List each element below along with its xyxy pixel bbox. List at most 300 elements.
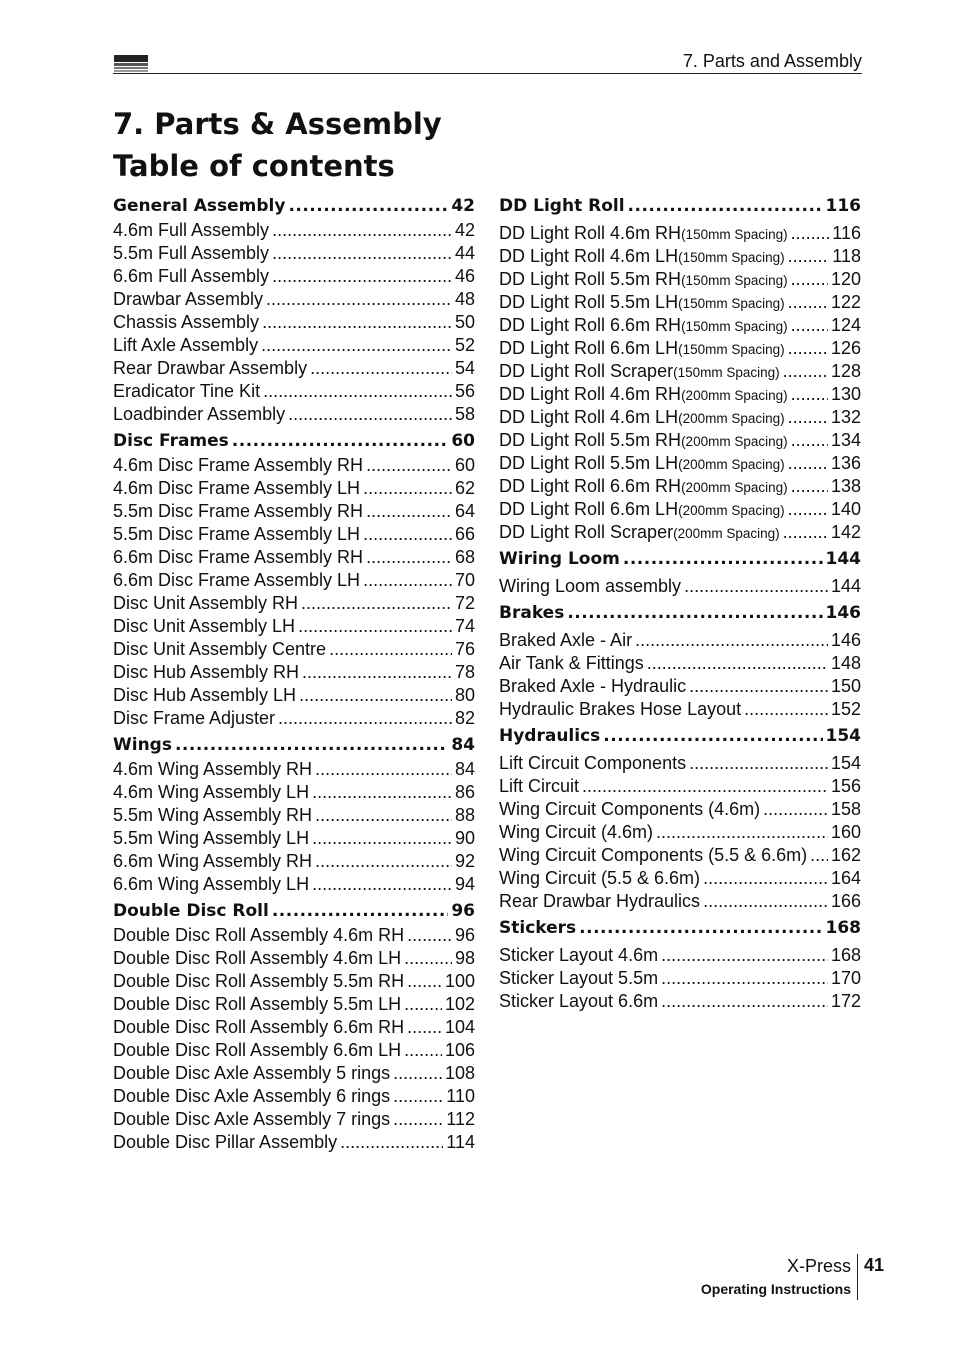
toc-entry[interactable] <box>499 891 861 914</box>
toc-page-number: 130 <box>830 384 861 404</box>
leader-dots <box>661 968 828 989</box>
leader-dots <box>791 476 828 497</box>
leader-dots <box>175 735 448 755</box>
toc-entry-label: Lift Circuit Components <box>499 753 687 773</box>
toc-column-right <box>499 196 861 1014</box>
leader-dots <box>404 948 452 969</box>
leader-dots <box>278 708 452 729</box>
leader-dots <box>791 269 828 290</box>
toc-entry[interactable] <box>113 851 475 874</box>
toc-section-heading[interactable] <box>113 431 475 455</box>
toc-entry[interactable] <box>113 266 475 289</box>
toc-page-number: 56 <box>454 381 475 401</box>
toc-entry-label: 6.6m Disc Frame Assembly LH <box>113 570 361 590</box>
leader-dots <box>363 524 452 545</box>
toc-entry-label: 5.5m Wing Assembly RH <box>113 805 313 825</box>
toc-entry[interactable] <box>499 522 861 545</box>
leader-dots <box>404 994 442 1015</box>
toc-entry[interactable] <box>499 630 861 653</box>
toc-entry[interactable] <box>499 799 861 822</box>
toc-entry[interactable] <box>499 945 861 968</box>
toc-entry[interactable] <box>499 868 861 891</box>
toc-entry-label: 5.5m Wing Assembly LH <box>113 828 310 848</box>
toc-section-heading[interactable] <box>499 603 861 627</box>
leader-dots <box>366 501 452 522</box>
toc-entry-label: Wing Circuit Components (5.5 & 6.6m) <box>499 845 808 865</box>
toc-entry-label: DD Light Roll 4.6m LH <box>499 246 679 266</box>
toc-entry-label: DD Light Roll Scraper <box>499 361 674 381</box>
toc-entry[interactable] <box>113 616 475 639</box>
toc-entry[interactable] <box>499 338 861 361</box>
leader-dots <box>656 822 828 843</box>
toc-entry-note: (150mm Spacing) <box>678 342 785 357</box>
toc-entry-label: Chassis Assembly <box>113 312 260 332</box>
toc-entry-label: 5.5m Disc Frame Assembly LH <box>113 524 361 544</box>
toc-entry[interactable] <box>113 759 475 782</box>
toc-entry[interactable] <box>499 292 861 315</box>
toc-page-number: 122 <box>830 292 861 312</box>
toc-entry[interactable] <box>113 1040 475 1063</box>
toc-page-number: 58 <box>454 404 475 424</box>
toc-entry[interactable] <box>113 547 475 570</box>
toc-entry[interactable] <box>113 593 475 616</box>
leader-dots <box>315 759 452 780</box>
toc-entry-label: Sticker Layout 5.5m <box>499 968 659 988</box>
toc-entry-label: DD Light Roll 4.6m RH <box>499 384 682 404</box>
toc-entry-label: Disc Hub Assembly LH <box>113 685 297 705</box>
leader-dots <box>312 782 452 803</box>
leader-dots <box>579 918 822 938</box>
leader-dots <box>272 220 452 241</box>
toc-entry[interactable] <box>499 776 861 799</box>
toc-entry[interactable] <box>499 476 861 499</box>
toc-section-heading[interactable] <box>113 901 475 925</box>
leader-dots <box>635 630 828 651</box>
leader-dots <box>272 243 452 264</box>
toc-page-number: 164 <box>830 868 861 888</box>
toc-entry[interactable] <box>499 246 861 269</box>
toc-entry-label: Brakes <box>499 603 565 623</box>
toc-page-number: 100 <box>444 971 475 991</box>
leader-dots <box>582 776 828 797</box>
toc-entry-label: Hydraulic Brakes Hose Layout <box>499 699 742 719</box>
toc-entry[interactable] <box>499 430 861 453</box>
toc-entry-label: DD Light Roll 6.6m LH <box>499 499 679 519</box>
toc-entry[interactable] <box>113 874 475 897</box>
toc-entry[interactable] <box>499 223 861 246</box>
toc-entry-label: DD Light Roll 6.6m RH <box>499 476 682 496</box>
leader-dots <box>623 549 823 569</box>
header-section-label: 7. Parts and Assembly <box>682 51 862 71</box>
toc-entry-label: 5.5m Full Assembly <box>113 243 270 263</box>
toc-entry-label: DD Light Roll Scraper <box>499 522 674 542</box>
leader-dots <box>329 639 452 660</box>
toc-entry[interactable] <box>499 269 861 292</box>
toc-entry[interactable] <box>113 639 475 662</box>
toc-page-number: 108 <box>444 1063 475 1083</box>
toc-page-number: 64 <box>454 501 475 521</box>
leader-dots <box>315 805 452 826</box>
leader-dots <box>703 891 828 912</box>
toc-entry-label: General Assembly <box>113 196 286 216</box>
toc-section-heading[interactable] <box>113 196 475 220</box>
leader-dots <box>567 603 822 623</box>
toc-entry-label: DD Light Roll 5.5m RH <box>499 269 682 289</box>
toc-section-heading[interactable] <box>499 196 861 220</box>
leader-dots <box>312 828 452 849</box>
toc-entry[interactable] <box>113 455 475 478</box>
toc-entry[interactable] <box>499 822 861 845</box>
toc-page-number: 128 <box>830 361 861 381</box>
toc-entry-note: (150mm Spacing) <box>681 273 788 288</box>
toc-page-number: 68 <box>454 547 475 567</box>
toc-entry[interactable] <box>113 1109 475 1132</box>
toc-entry-label: Double Disc Roll Assembly 5.5m LH <box>113 994 402 1014</box>
toc-entry-note: (150mm Spacing) <box>673 365 780 380</box>
toc-entry[interactable] <box>113 335 475 358</box>
leader-dots <box>788 407 828 428</box>
toc-page-number: 42 <box>454 220 475 240</box>
toc-entry-label: 5.5m Disc Frame Assembly RH <box>113 501 364 521</box>
leader-dots <box>288 196 448 216</box>
toc-page-number: 160 <box>830 822 861 842</box>
toc-page-number: 70 <box>454 570 475 590</box>
leader-dots <box>340 1132 443 1153</box>
toc-entry[interactable] <box>499 499 861 522</box>
toc-column-left <box>113 196 475 1155</box>
leader-dots <box>788 453 828 474</box>
footer-brand: X-Press <box>786 1256 851 1276</box>
toc-page-number: 82 <box>454 708 475 728</box>
toc-entry[interactable] <box>113 501 475 524</box>
footer-subtitle: Operating Instructions <box>700 1281 851 1297</box>
leader-dots <box>791 223 830 244</box>
toc-page-number: 172 <box>830 991 861 1011</box>
toc-page-number: 88 <box>454 805 475 825</box>
toc-entry-label: Double Disc Roll Assembly 4.6m LH <box>113 948 402 968</box>
toc-page-number: 168 <box>825 918 861 938</box>
toc-entry-label: Braked Axle - Hydraulic <box>499 676 687 696</box>
toc-entry[interactable] <box>499 968 861 991</box>
leader-dots <box>689 753 828 774</box>
leader-dots <box>788 246 830 267</box>
toc-entry-label: Rear Drawbar Hydraulics <box>499 891 701 911</box>
toc-page-number: 158 <box>830 799 861 819</box>
leader-dots <box>810 845 828 866</box>
toc-entry[interactable] <box>499 653 861 676</box>
toc-section-heading[interactable] <box>499 549 861 573</box>
toc-entry[interactable] <box>113 358 475 381</box>
leader-dots <box>791 384 828 405</box>
toc-entry-label: Disc Unit Assembly LH <box>113 616 296 636</box>
toc-entry-label: DD Light Roll 5.5m LH <box>499 292 679 312</box>
toc-entry-label: 6.6m Wing Assembly LH <box>113 874 310 894</box>
toc-entry-label: Disc Frames <box>113 431 229 451</box>
toc-page-number: 120 <box>830 269 861 289</box>
toc-entry-note: (150mm Spacing) <box>681 319 788 334</box>
leader-dots <box>232 431 449 451</box>
toc-entry-label: Eradicator Tine Kit <box>113 381 261 401</box>
toc-entry[interactable] <box>499 453 861 476</box>
toc-entry[interactable] <box>499 576 861 599</box>
leader-dots <box>262 312 452 333</box>
toc-entry-label: DD Light Roll 4.6m RH <box>499 223 682 243</box>
toc-entry[interactable] <box>113 478 475 501</box>
toc-page-number: 54 <box>454 358 475 378</box>
toc-entry-label: Loadbinder Assembly <box>113 404 286 424</box>
toc-entry[interactable] <box>113 243 475 266</box>
leader-dots <box>628 196 823 216</box>
toc-entry[interactable] <box>113 381 475 404</box>
toc-entry-label: Sticker Layout 6.6m <box>499 991 659 1011</box>
toc-entry-label: Double Disc Axle Assembly 7 rings <box>113 1109 391 1129</box>
toc-page-number: 116 <box>825 196 861 216</box>
toc-entry-label: Double Disc Roll Assembly 6.6m RH <box>113 1017 405 1037</box>
toc-entry[interactable] <box>113 994 475 1017</box>
toc-entry-label: 4.6m Wing Assembly LH <box>113 782 310 802</box>
toc-page-number: 144 <box>825 549 861 569</box>
toc-entry-label: Lift Circuit <box>499 776 580 796</box>
leader-dots <box>783 522 828 543</box>
toc-entry-label: Rear Drawbar Assembly <box>113 358 308 378</box>
toc-entry[interactable] <box>499 315 861 338</box>
toc-entry[interactable] <box>113 925 475 948</box>
toc-page-number: 162 <box>830 845 861 865</box>
toc-page-number: 84 <box>454 759 475 779</box>
toc-entry-label: Lift Axle Assembly <box>113 335 259 355</box>
toc-entry[interactable] <box>113 828 475 851</box>
page-title <box>113 103 442 187</box>
toc-entry[interactable] <box>499 753 861 776</box>
toc-page-number: 104 <box>444 1017 475 1037</box>
toc-entry[interactable] <box>113 524 475 547</box>
toc-entry[interactable] <box>113 782 475 805</box>
toc-entry-note: (150mm Spacing) <box>678 296 785 311</box>
toc-entry[interactable] <box>113 220 475 243</box>
toc-entry-note: (200mm Spacing) <box>681 434 788 449</box>
toc-page-number: 50 <box>454 312 475 332</box>
toc-entry-label: 6.6m Full Assembly <box>113 266 270 286</box>
toc-page-number: 154 <box>830 753 861 773</box>
toc-entry-label: DD Light Roll 6.6m LH <box>499 338 679 358</box>
toc-page-number: 118 <box>832 246 861 266</box>
toc-page-number: 156 <box>830 776 861 796</box>
toc-entry-note: (150mm Spacing) <box>678 250 785 265</box>
toc-entry[interactable] <box>113 1063 475 1086</box>
toc-section-heading[interactable] <box>499 918 861 942</box>
toc-page-number: 116 <box>832 223 861 243</box>
leader-dots <box>791 430 828 451</box>
toc-page-number: 132 <box>830 407 861 427</box>
toc-entry-label: DD Light Roll 4.6m LH <box>499 407 679 427</box>
toc-section-heading[interactable] <box>499 726 861 750</box>
simba-logo <box>113 53 149 73</box>
leader-dots <box>363 570 452 591</box>
toc-page-number: 60 <box>451 431 475 451</box>
toc-entry-label: Disc Frame Adjuster <box>113 708 276 728</box>
footer <box>701 1254 858 1300</box>
leader-dots <box>288 404 452 425</box>
toc-entry-label: Wing Circuit Components (4.6m) <box>499 799 761 819</box>
toc-entry-label: Disc Unit Assembly Centre <box>113 639 327 659</box>
leader-dots <box>689 676 828 697</box>
toc-page-number: 86 <box>454 782 475 802</box>
toc-entry-label: 4.6m Disc Frame Assembly LH <box>113 478 361 498</box>
leader-dots <box>312 874 452 895</box>
toc-page-number: 148 <box>830 653 861 673</box>
leader-dots <box>763 799 828 820</box>
toc-entry-label: 6.6m Disc Frame Assembly RH <box>113 547 364 567</box>
leader-dots <box>393 1063 442 1084</box>
page-number: 41 <box>864 1255 885 1275</box>
toc-page-number: 134 <box>830 430 861 450</box>
leader-dots <box>393 1086 443 1107</box>
toc-page-number: 144 <box>830 576 861 596</box>
toc-entry[interactable] <box>113 312 475 335</box>
toc-page-number: 124 <box>830 315 861 335</box>
toc-page-number: 98 <box>454 948 475 968</box>
leader-dots <box>272 266 452 287</box>
leader-dots <box>791 315 828 336</box>
toc-page-number: 138 <box>830 476 861 496</box>
leader-dots <box>302 662 452 683</box>
toc-page-number: 170 <box>830 968 861 988</box>
toc-entry[interactable] <box>113 685 475 708</box>
title-line-2: Table of contents <box>113 149 395 183</box>
toc-entry[interactable] <box>113 708 475 731</box>
toc-entry-label: Disc Unit Assembly RH <box>113 593 299 613</box>
toc-entry-label: Double Disc Axle Assembly 5 rings <box>113 1063 391 1083</box>
toc-entry-label: Wing Circuit (5.5 & 6.6m) <box>499 868 701 888</box>
toc-entry[interactable] <box>113 971 475 994</box>
toc-entry-label: Wings <box>113 735 172 755</box>
toc-entry-label: Air Tank & Fittings <box>499 653 644 673</box>
leader-dots <box>407 1017 442 1038</box>
toc-entry-label: Double Disc Axle Assembly 6 rings <box>113 1086 391 1106</box>
toc-page-number: 46 <box>454 266 475 286</box>
leader-dots <box>272 901 449 921</box>
toc-entry-label: 4.6m Full Assembly <box>113 220 270 240</box>
toc-entry[interactable] <box>113 662 475 685</box>
toc-entry-label: Stickers <box>499 918 577 938</box>
toc-page-number: 78 <box>454 662 475 682</box>
toc-page-number: 112 <box>446 1109 475 1129</box>
toc-entry[interactable] <box>113 948 475 971</box>
toc-entry[interactable] <box>113 805 475 828</box>
leader-dots <box>788 499 828 520</box>
toc-page-number: 150 <box>830 676 861 696</box>
toc-page-number: 84 <box>451 735 475 755</box>
toc-entry-label: Wiring Loom <box>499 549 620 569</box>
toc-entry-note: (200mm Spacing) <box>678 503 785 518</box>
leader-dots <box>298 616 452 637</box>
toc-section-heading[interactable] <box>113 735 475 759</box>
toc-entry[interactable] <box>113 1132 475 1155</box>
toc-page-number: 72 <box>454 593 475 613</box>
leader-dots <box>301 593 452 614</box>
toc-entry[interactable] <box>113 1017 475 1040</box>
toc-page-number: 110 <box>446 1086 475 1106</box>
toc-page-number: 66 <box>454 524 475 544</box>
toc-entry-note: (200mm Spacing) <box>681 388 788 403</box>
toc-entry-note: (200mm Spacing) <box>673 526 780 541</box>
leader-dots <box>263 381 452 402</box>
toc-page-number: 76 <box>454 639 475 659</box>
toc-entry-label: DD Light Roll 5.5m RH <box>499 430 682 450</box>
toc-entry-label: DD Light Roll 5.5m LH <box>499 453 679 473</box>
leader-dots <box>661 991 828 1012</box>
leader-dots <box>703 868 828 889</box>
toc-entry-label: DD Light Roll <box>499 196 625 216</box>
toc-page-number: 96 <box>451 901 475 921</box>
toc-entry[interactable] <box>499 384 861 407</box>
toc-entry-label: Hydraulics <box>499 726 601 746</box>
leader-dots <box>661 945 828 966</box>
toc-page-number: 166 <box>830 891 861 911</box>
leader-dots <box>788 338 828 359</box>
toc-page-number: 74 <box>454 616 475 636</box>
toc-page-number: 154 <box>825 726 861 746</box>
toc-page-number: 102 <box>444 994 475 1014</box>
leader-dots <box>393 1109 443 1130</box>
toc-page-number: 44 <box>454 243 475 263</box>
toc-entry[interactable] <box>499 407 861 430</box>
toc-entry[interactable] <box>499 845 861 868</box>
toc-page-number: 146 <box>825 603 861 623</box>
toc-entry[interactable] <box>113 570 475 593</box>
toc-page-number: 152 <box>830 699 861 719</box>
leader-dots <box>366 547 452 568</box>
leader-dots <box>261 335 452 356</box>
toc-entry[interactable] <box>113 404 475 427</box>
leader-dots <box>684 576 828 597</box>
toc-entry-label: Sticker Layout 4.6m <box>499 945 659 965</box>
title-line-1: 7. Parts & Assembly <box>113 107 442 141</box>
toc-page-number: 136 <box>830 453 861 473</box>
leader-dots <box>366 455 452 476</box>
toc-page-number: 48 <box>454 289 475 309</box>
toc-entry[interactable] <box>113 1086 475 1109</box>
toc-entry[interactable] <box>499 991 861 1014</box>
leader-dots <box>407 971 442 992</box>
toc-entry-label: Double Disc Roll Assembly 5.5m RH <box>113 971 405 991</box>
leader-dots <box>363 478 452 499</box>
toc-entry[interactable] <box>113 289 475 312</box>
toc-entry-label: DD Light Roll 6.6m RH <box>499 315 682 335</box>
toc-entry[interactable] <box>499 699 861 722</box>
toc-page-number: 90 <box>454 828 475 848</box>
toc-page-number: 42 <box>451 196 475 216</box>
toc-page-number: 96 <box>454 925 475 945</box>
toc-entry-label: Wing Circuit (4.6m) <box>499 822 654 842</box>
toc-page-number: 126 <box>830 338 861 358</box>
toc-entry[interactable] <box>499 361 861 384</box>
toc-entry-label: Double Disc Roll Assembly 4.6m RH <box>113 925 405 945</box>
toc-page-number: 94 <box>454 874 475 894</box>
toc-page-number: 140 <box>830 499 861 519</box>
toc-entry-label: Double Disc Roll Assembly 6.6m LH <box>113 1040 402 1060</box>
leader-dots <box>299 685 452 706</box>
leader-dots <box>647 653 828 674</box>
toc-entry-label: 6.6m Wing Assembly RH <box>113 851 313 871</box>
toc-entry-label: Double Disc Pillar Assembly <box>113 1132 338 1152</box>
header-rule <box>113 73 862 74</box>
toc-page-number: 52 <box>454 335 475 355</box>
toc-entry[interactable] <box>499 676 861 699</box>
toc-entry-label: Braked Axle - Air <box>499 630 633 650</box>
toc-entry-label: 4.6m Wing Assembly RH <box>113 759 313 779</box>
toc-page-number: 106 <box>444 1040 475 1060</box>
